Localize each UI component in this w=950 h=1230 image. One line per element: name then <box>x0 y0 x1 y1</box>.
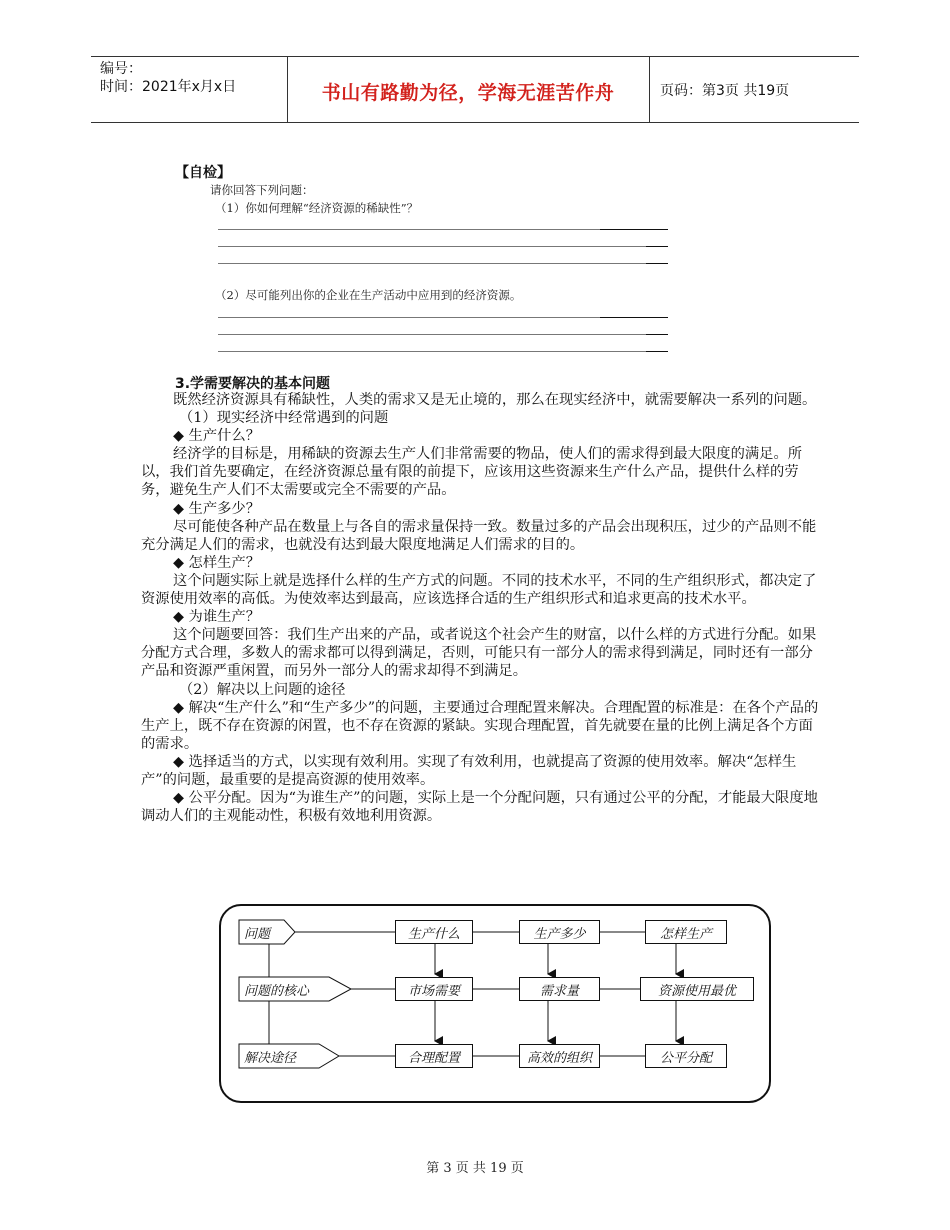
box-market-need: 市场需要 <box>395 977 473 1001</box>
answer-line-tail <box>646 246 668 247</box>
box-demand: 需求量 <box>519 977 600 1001</box>
row-label-problem: 问题 <box>244 927 271 942</box>
paragraph-how-much: 尽可能使各种产品在数量上与各自的需求量保持一致。数量过多的产品会出现积压，过少的产品则不能充分满足人们的需求，也就没有达到最大限度地满足人们需求的目的。 <box>141 518 817 553</box>
answer-line <box>218 351 668 352</box>
paragraph-how-to-produce: 这个问题实际上就是选择什么样的生产方式的问题。不同的技术水平，不同的生产组织形式，都决定了资源使用效率的高低。为使效率达到最高，应该选择合适的生产组织形式和追求更高的技术水平。 <box>141 572 817 608</box>
header-motto: 书山有路勤为径，学海无涯苦作舟 <box>321 82 615 104</box>
paragraph-for-whom: 这个问题要回答：我们生产出来的产品，或者说这个社会产生的财富，以什么样的方式进行分配。如果分配方式合理，多数人的需求都可以得到满足，否则，可能只有一部分人的需求得到满足，同时还有一部分产品和资源严重闲置，而另外一部分人的需求却得不到满足。 <box>141 627 817 680</box>
bullet-what-to-produce: ◆ 生产什么？ <box>173 428 261 445</box>
intro-paragraph: 既然经济资源具有稀缺性，人类的需求又是无止境的，那么在现实经济中，就需要解决一系列的问题。 <box>173 392 817 408</box>
bullet-for-whom: ◆ 为谁生产？ <box>173 609 261 626</box>
bullet-how-to-produce: ◆ 怎样生产？ <box>173 554 261 571</box>
answer-line-tail <box>646 334 668 335</box>
self-check-question-2: （2）尽可能列出你的企业在生产活动中应用到的经济资源。 <box>215 288 522 302</box>
box-efficient-organization: 高效的组织 <box>519 1044 600 1068</box>
page-footer: 第 3 页 共 19 页 <box>426 1161 524 1176</box>
section-body <box>141 391 821 825</box>
header-top-rule <box>91 56 859 57</box>
self-check-question-1: （1）你如何理解“经济资源的稀缺性”？ <box>215 201 419 215</box>
answer-line <box>218 334 668 335</box>
paragraph-what-to-produce: 经济学的目标是，用稀缺的资源去生产人们非常需要的物品，使人们的需求得到最大限度的满足。所以，我们首先要确定，在经济资源总量有限的前提下，应该用这些资源来生产什么产品，提供什么样的劳务，避免生产人们不太需要或完全不需要的产品。 <box>141 446 803 499</box>
header-page-info: 页码：第3页 共19页 <box>660 83 790 99</box>
answer-line-tail <box>600 229 668 230</box>
subheading-problems: （1）现实经济中经常遇到的问题 <box>179 410 389 427</box>
header-meta <box>100 60 236 96</box>
row-label-solution: 解决途径 <box>244 1051 297 1066</box>
solution-efficiency: ◆ 选择适当的方式，以实现有效利用。实现了有效利用，也就提高了资源的使用效率。解决“怎样生产”的问题，最重要的是提高资源的使用效率。 <box>141 753 797 788</box>
subheading-solutions: （2）解决以上问题的途径 <box>179 681 346 698</box>
header-bottom-rule <box>91 122 859 123</box>
box-rational-allocation: 合理配置 <box>395 1044 473 1068</box>
box-what-to-produce: 生产什么 <box>395 920 473 944</box>
solution-fair-distribution: ◆ 公平分配。因为“为谁生产”的问题，实际上是一个分配问题，只有通过公平的分配，才能最大限度地调动人们的主观能动性，积极有效地利用资源。 <box>141 790 818 825</box>
bullet-how-much: ◆ 生产多少？ <box>173 500 261 517</box>
answer-line-tail <box>600 317 668 318</box>
number-label: 编号： <box>100 61 142 77</box>
solution-allocation: ◆ 解决“生产什么”和“生产多少”的问题，主要通过合理配置来解决。合理配置的标准是：在各个产品的生产上，既不存在资源的闲置，也不存在资源的紧缺。实现合理配置，首先就要在量的比例上满足各个方面的需求。 <box>141 699 819 752</box>
answer-line-tail <box>646 263 668 264</box>
section-title: 3.学需要解决的基本问题 <box>175 376 331 392</box>
time-label: 时间：2021年x月x日 <box>100 79 237 95</box>
box-how-to-produce: 怎样生产 <box>645 920 727 944</box>
answer-line <box>218 263 668 264</box>
self-check-prompt: 请你回答下列问题： <box>210 183 314 197</box>
answer-line-tail <box>646 351 668 352</box>
box-resource-optimal: 资源使用最优 <box>640 977 754 1001</box>
box-fair-distribution: 公平分配 <box>645 1044 727 1068</box>
header-divider-right <box>649 56 650 122</box>
self-check-title: 【自检】 <box>175 165 231 181</box>
box-how-much: 生产多少 <box>519 920 600 944</box>
answer-line <box>218 246 668 247</box>
row-label-core: 问题的核心 <box>244 984 310 999</box>
